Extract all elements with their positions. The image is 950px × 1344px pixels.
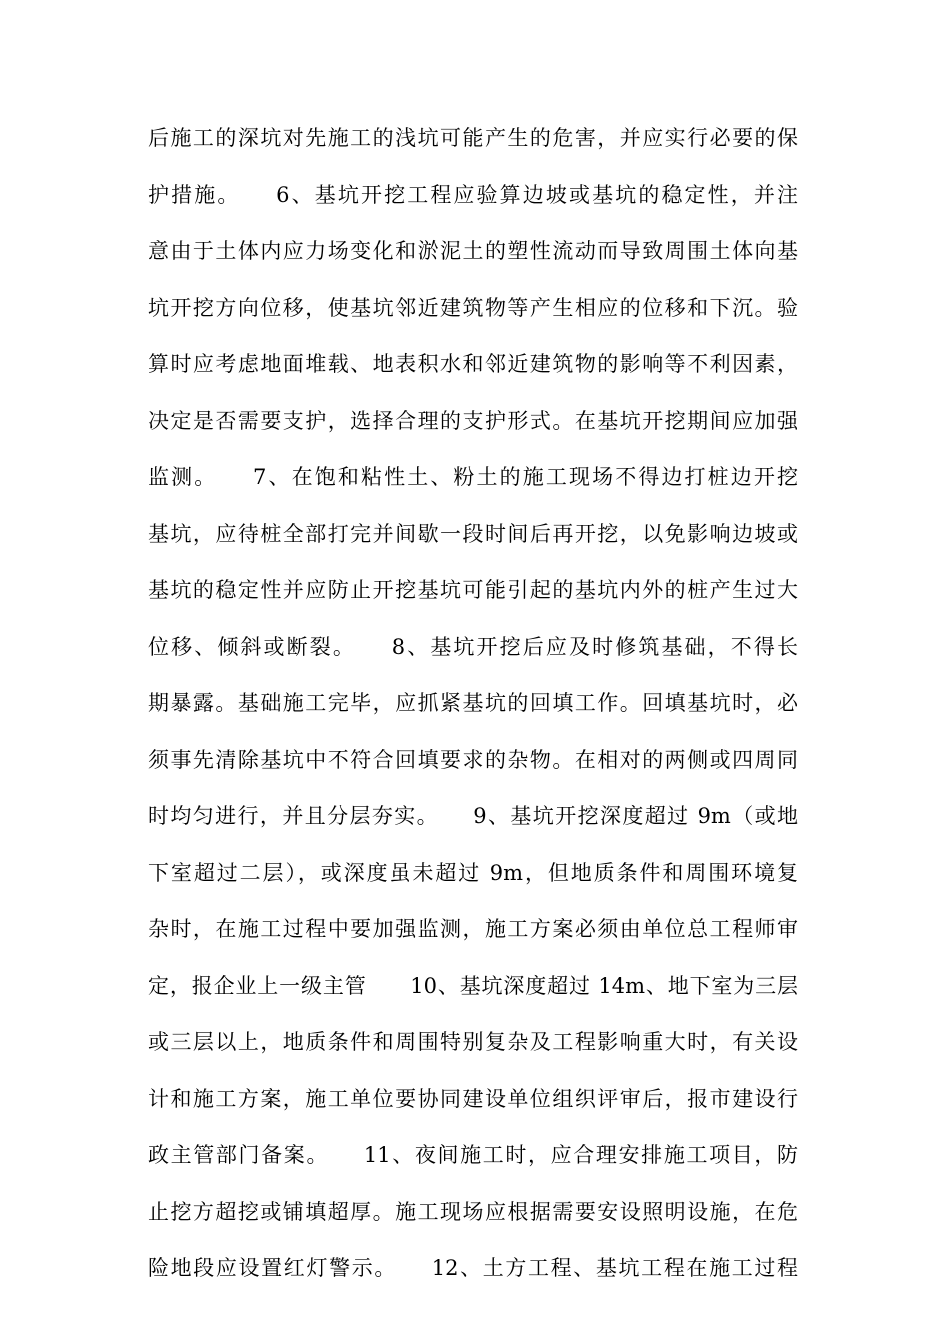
text-line: 位移、倾斜或断裂。 8、基坑开挖后应及时修筑基础，不得长 [148,634,798,659]
text-line: 定，报企业上一级主管 10、基坑深度超过 14m、地下室为三层 [148,973,798,998]
text-line: 或三层以上，地质条件和周围特别复杂及工程影响重大时，有关设 [148,1030,798,1054]
text-line: 坑开挖方向位移，使基坑邻近建筑物等产生相应的位移和下沉。验 [148,295,798,320]
text-line: 下室超过二层），或深度虽未超过 9m，但地质条件和周围环境复 [148,860,798,885]
text-line: 决定是否需要支护，选择合理的支护形式。在基坑开挖期间应加强 [148,408,798,433]
text-line: 险地段应设置红灯警示。 12、土方工程、基坑工程在施工过程 [148,1256,798,1280]
text-line: 后施工的深坑对先施工的浅坑可能产生的危害，并应实行必要的保 [148,126,798,150]
text-line: 计和施工方案，施工单位要协同建设单位组织评审后，报市建设行 [148,1086,798,1111]
body-text [148,116,798,1303]
text-line: 时均匀进行，并且分层夯实。 9、基坑开挖深度超过 9m（或地 [148,804,798,828]
text-line: 杂时，在施工过程中要加强监测，施工方案必须由单位总工程师审 [148,917,798,941]
text-line: 意由于土体内应力场变化和淤泥土的塑性流动而导致周围土体向基 [148,239,798,263]
text-line: 期暴露。基础施工完毕，应抓紧基坑的回填工作。回填基坑时，必 [148,691,798,715]
text-line: 算时应考虑地面堆载、地表积水和邻近建筑物的影响等不利因素， [148,352,798,376]
text-line: 政主管部门备案。 11、夜间施工时，应合理安排施工项目，防 [148,1143,798,1167]
text-line: 须事先清除基坑中不符合回填要求的杂物。在相对的两侧或四周同 [148,747,798,772]
text-line: 止挖方超挖或铺填超厚。施工现场应根据需要安设照明设施，在危 [148,1199,798,1224]
text-line: 基坑的稳定性并应防止开挖基坑可能引起的基坑内外的桩产生过大 [148,578,798,602]
text-line: 基坑，应待桩全部打完并间歇一段时间后再开挖，以免影响边坡或 [148,521,798,546]
text-line: 监测。 7、在饱和粘性土、粉土的施工现场不得边打桩边开挖 [148,465,798,489]
text-line: 护措施。 6、基坑开挖工程应验算边坡或基坑的稳定性，并注 [148,182,798,207]
